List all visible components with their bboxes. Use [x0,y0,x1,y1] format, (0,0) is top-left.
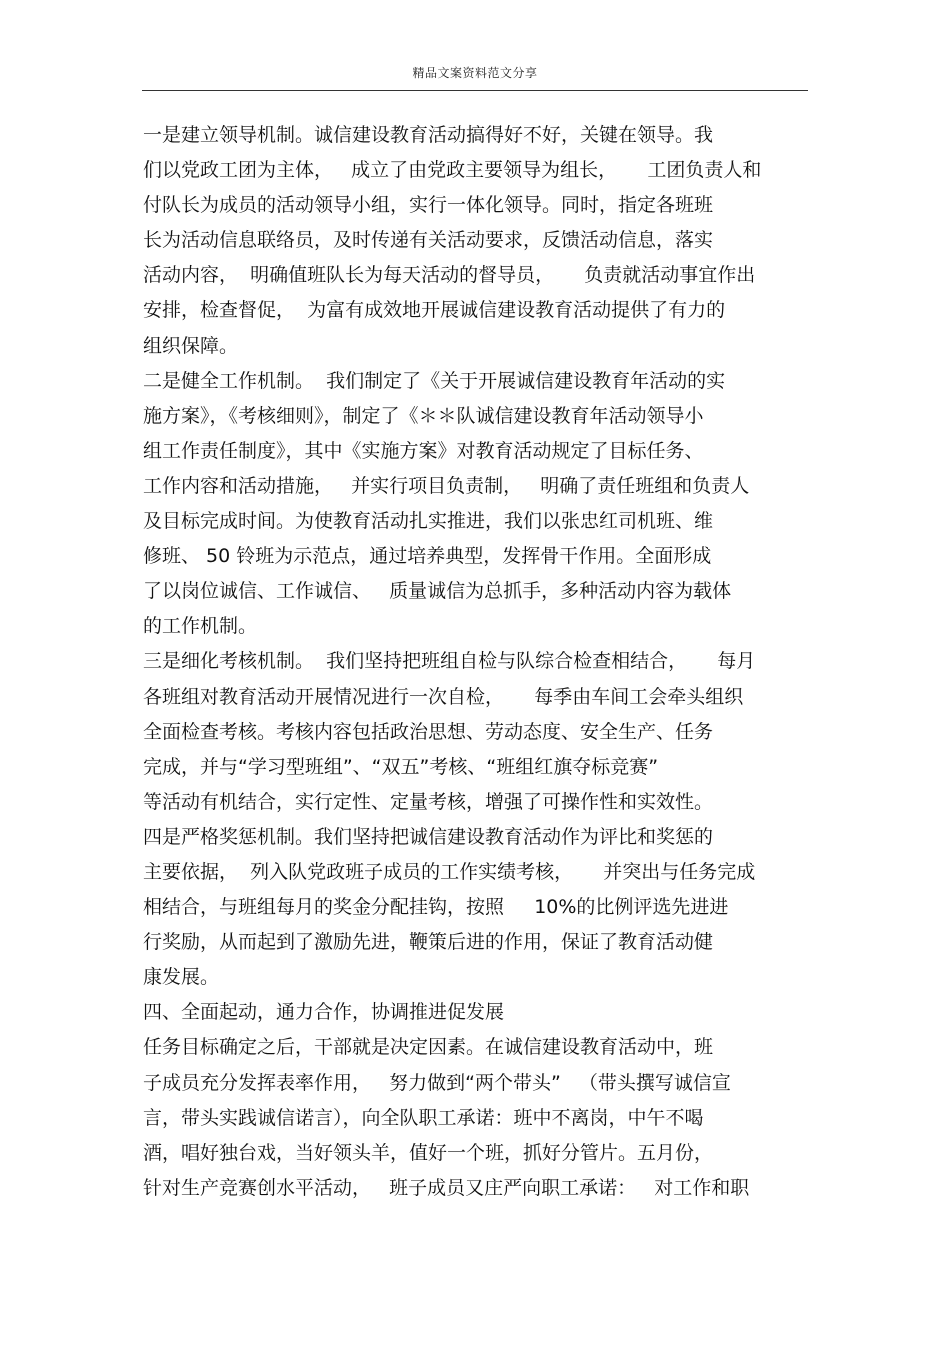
document-line: 付队长为成员的活动领导小组，实行一体化领导。同时，指定各班班 [143,194,714,217]
document-line: 安排，检查督促， 为富有成效地开展诚信建设教育活动提供了有力的 [143,299,726,322]
document-line: 活动内容， 明确值班队长为每天活动的督导员， 负责就活动事宜作出 [143,264,756,287]
document-line: 针对生产竞赛创水平活动， 班子成员又庄严向职工承诺： 对工作和职 [143,1176,750,1199]
document-line: 二是健全工作机制。 我们制定了《关于开展诚信建设教育年活动的实 [143,369,726,392]
document-line: 康发展。 [143,966,220,989]
document-line: 相结合，与班组每月的奖金分配挂钩，按照 10%的比例评选先进进 [143,896,729,919]
document-line: 组织保障。 [143,334,239,357]
document-line: 全面检查考核。考核内容包括政治思想、劳动态度、安全生产、任务 [143,720,714,743]
document-line: 主要依据， 列入队党政班子成员的工作实绩考核， 并突出与任务完成 [143,860,756,883]
document-line: 组工作责任制度》，其中《实施方案》对教育活动规定了目标任务、 [143,439,704,462]
document-line: 任务目标确定之后，干部就是决定因素。在诚信建设教育活动中，班 [143,1036,714,1059]
page-header-title: 精品文案资料范文分享 [412,66,538,80]
document-line: 修班、 50 铃班为示范点，通过培养典型，发挥骨干作用。全面形成 [143,545,712,568]
document-line: 工作内容和活动措施， 并实行项目负责制， 明确了责任班组和负责人 [143,474,750,497]
document-line: 各班组对教育活动开展情况进行一次自检， 每季由车间工会牵头组织 [143,685,744,708]
document-line: 施方案》，《考核细则》，制定了《＊＊队诚信建设教育年活动领导小 [143,404,704,427]
document-line: 行奖励，从而起到了激励先进，鞭策后进的作用，保证了教育活动健 [143,931,714,954]
document-line: 酒，唱好独台戏，当好领头羊，值好一个班，抓好分管片。五月份， [143,1141,714,1164]
document-line: 们以党政工团为主体， 成立了由党政主要领导为组长， 工团负责人和 [143,159,762,182]
document-line: 及目标完成时间。为使教育活动扎实推进，我们以张忠红司机班、维 [143,510,714,533]
document-line: 子成员充分发挥表率作用， 努力做到“两个带头” （带头撰写诚信宣 [143,1071,731,1094]
header-divider [142,90,808,91]
document-line: 完成，并与“学习型班组”、“双五”考核、“班组红旗夺标竞赛” [143,755,659,778]
document-line: 等活动有机结合，实行定性、定量考核，增强了可操作性和实效性。 [143,790,714,813]
document-body [143,118,808,1206]
document-line: 言，带头实践诚信诺言），向全队职工承诺：班中不离岗，中午不喝 [143,1106,704,1129]
document-line: 长为活动信息联络员，及时传递有关活动要求，反馈活动信息，落实 [143,229,714,252]
document-line: 了以岗位诚信、工作诚信、 质量诚信为总抓手，多种活动内容为载体 [143,580,732,603]
document-line: 三是细化考核机制。 我们坚持把班组自检与队综合检查相结合， 每月 [143,650,756,673]
document-line: 四、全面起动，通力合作，协调推进促发展 [143,1001,505,1024]
document-line: 四是严格奖惩机制。我们坚持把诚信建设教育活动作为评比和奖惩的 [143,825,714,848]
document-line: 的工作机制。 [143,615,258,638]
document-line: 一是建立领导机制。诚信建设教育活动搞得好不好，关键在领导。我 [143,124,714,146]
